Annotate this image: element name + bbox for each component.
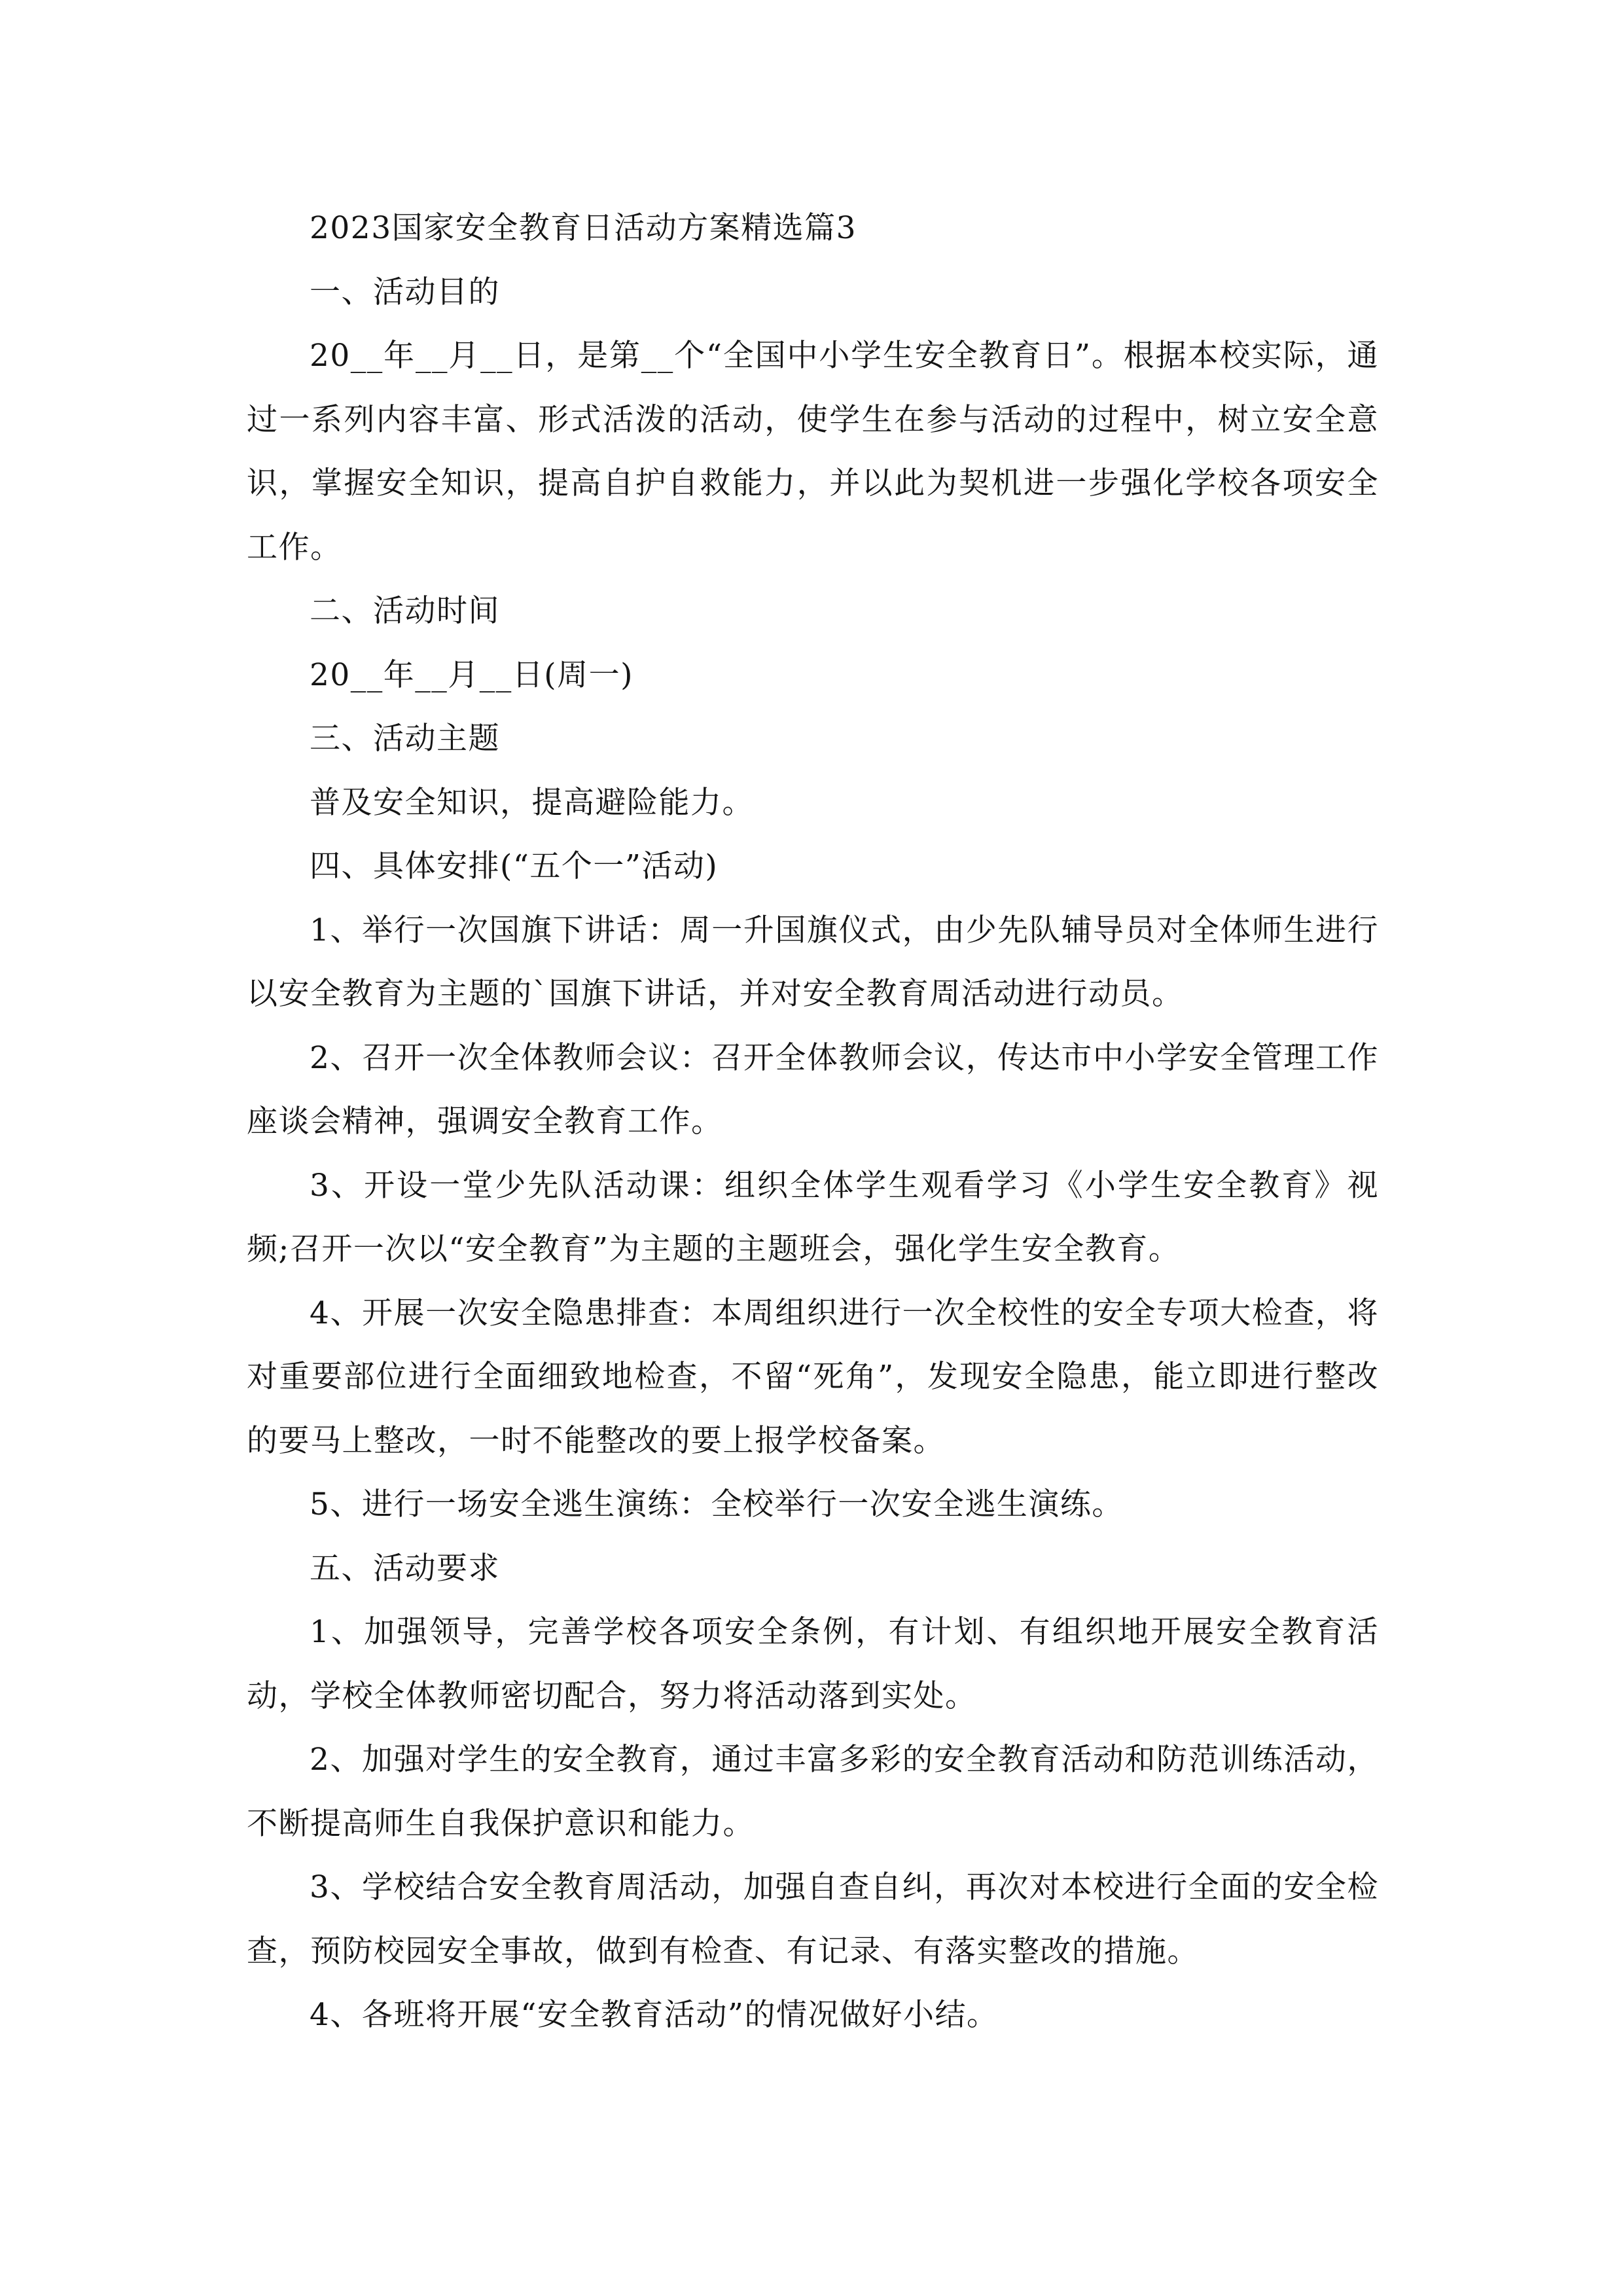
document-title: 2023国家安全教育日活动方案精选篇3 [310,210,857,246]
requirement-item: 1、加强领导，完善学校各项安全条例，有计划、有组织地开展安全教育活动，学校全体教师密切配合，努力将活动落到实处。 [247,1614,1379,1714]
section-heading-arrangement: 四、具体安排(“五个一”活动) [310,848,719,884]
requirement-item: 3、学校结合安全教育周活动，加强自查自纠，再次对本校进行全面的安全检查，预防校园安全事故，做到有检查、有记录、有落实整改的措施。 [247,1869,1379,1969]
arrangement-item: 4、开展一次安全隐患排查：本周组织进行一次全校性的安全专项大检查，将对重要部位进行全面细致地检查，不留“死角”，发现安全隐患，能立即进行整改的要马上整改，一时不能整改的要上报学校备案。 [247,1295,1379,1459]
arrangement-item: 2、召开一次全体教师会议：召开全体教师会议，传达市中小学安全管理工作座谈会精神，强调安全教育工作。 [247,1039,1379,1139]
requirement-item: 4、各班将开展“安全教育活动”的情况做好小结。 [310,1997,999,2033]
arrangement-item: 1、举行一次国旗下讲话：周一升国旗仪式，由少先队辅导员对全体师生进行以安全教育为主题的`国旗下讲话，并对安全教育周活动进行动员。 [247,912,1379,1012]
arrangement-item: 3、开设一堂少先队活动课：组织全体学生观看学习《小学生安全教育》视频;召开一次以“安全教育”为主题的主题班会，强化学生安全教育。 [247,1167,1379,1267]
section-heading-time: 二、活动时间 [310,593,500,629]
section-heading-requirements: 五、活动要求 [310,1550,500,1587]
section-heading-purpose: 一、活动目的 [310,274,500,310]
paragraph-theme: 普及安全知识，提高避险能力。 [310,784,754,821]
document-body [247,196,1379,2047]
paragraph-purpose: 20__年__月__日，是第__个“全国中小学生安全教育日”。根据本校实际，通过一系列内容丰富、形式活泼的活动，使学生在参与活动的过程中，树立安全意识，掌握安全知识，提高自护自救能力，并以此为契机进一步强化学校各项安全工作。 [247,338,1379,565]
paragraph-time: 20__年__月__日(周一) [310,656,633,693]
requirement-item: 2、加强对学生的安全教育，通过丰富多彩的安全教育活动和防范训练活动，不断提高师生自我保护意识和能力。 [247,1742,1379,1842]
arrangement-item: 5、进行一场安全逃生演练：全校举行一次安全逃生演练。 [310,1486,1124,1522]
section-heading-theme: 三、活动主题 [310,721,500,757]
